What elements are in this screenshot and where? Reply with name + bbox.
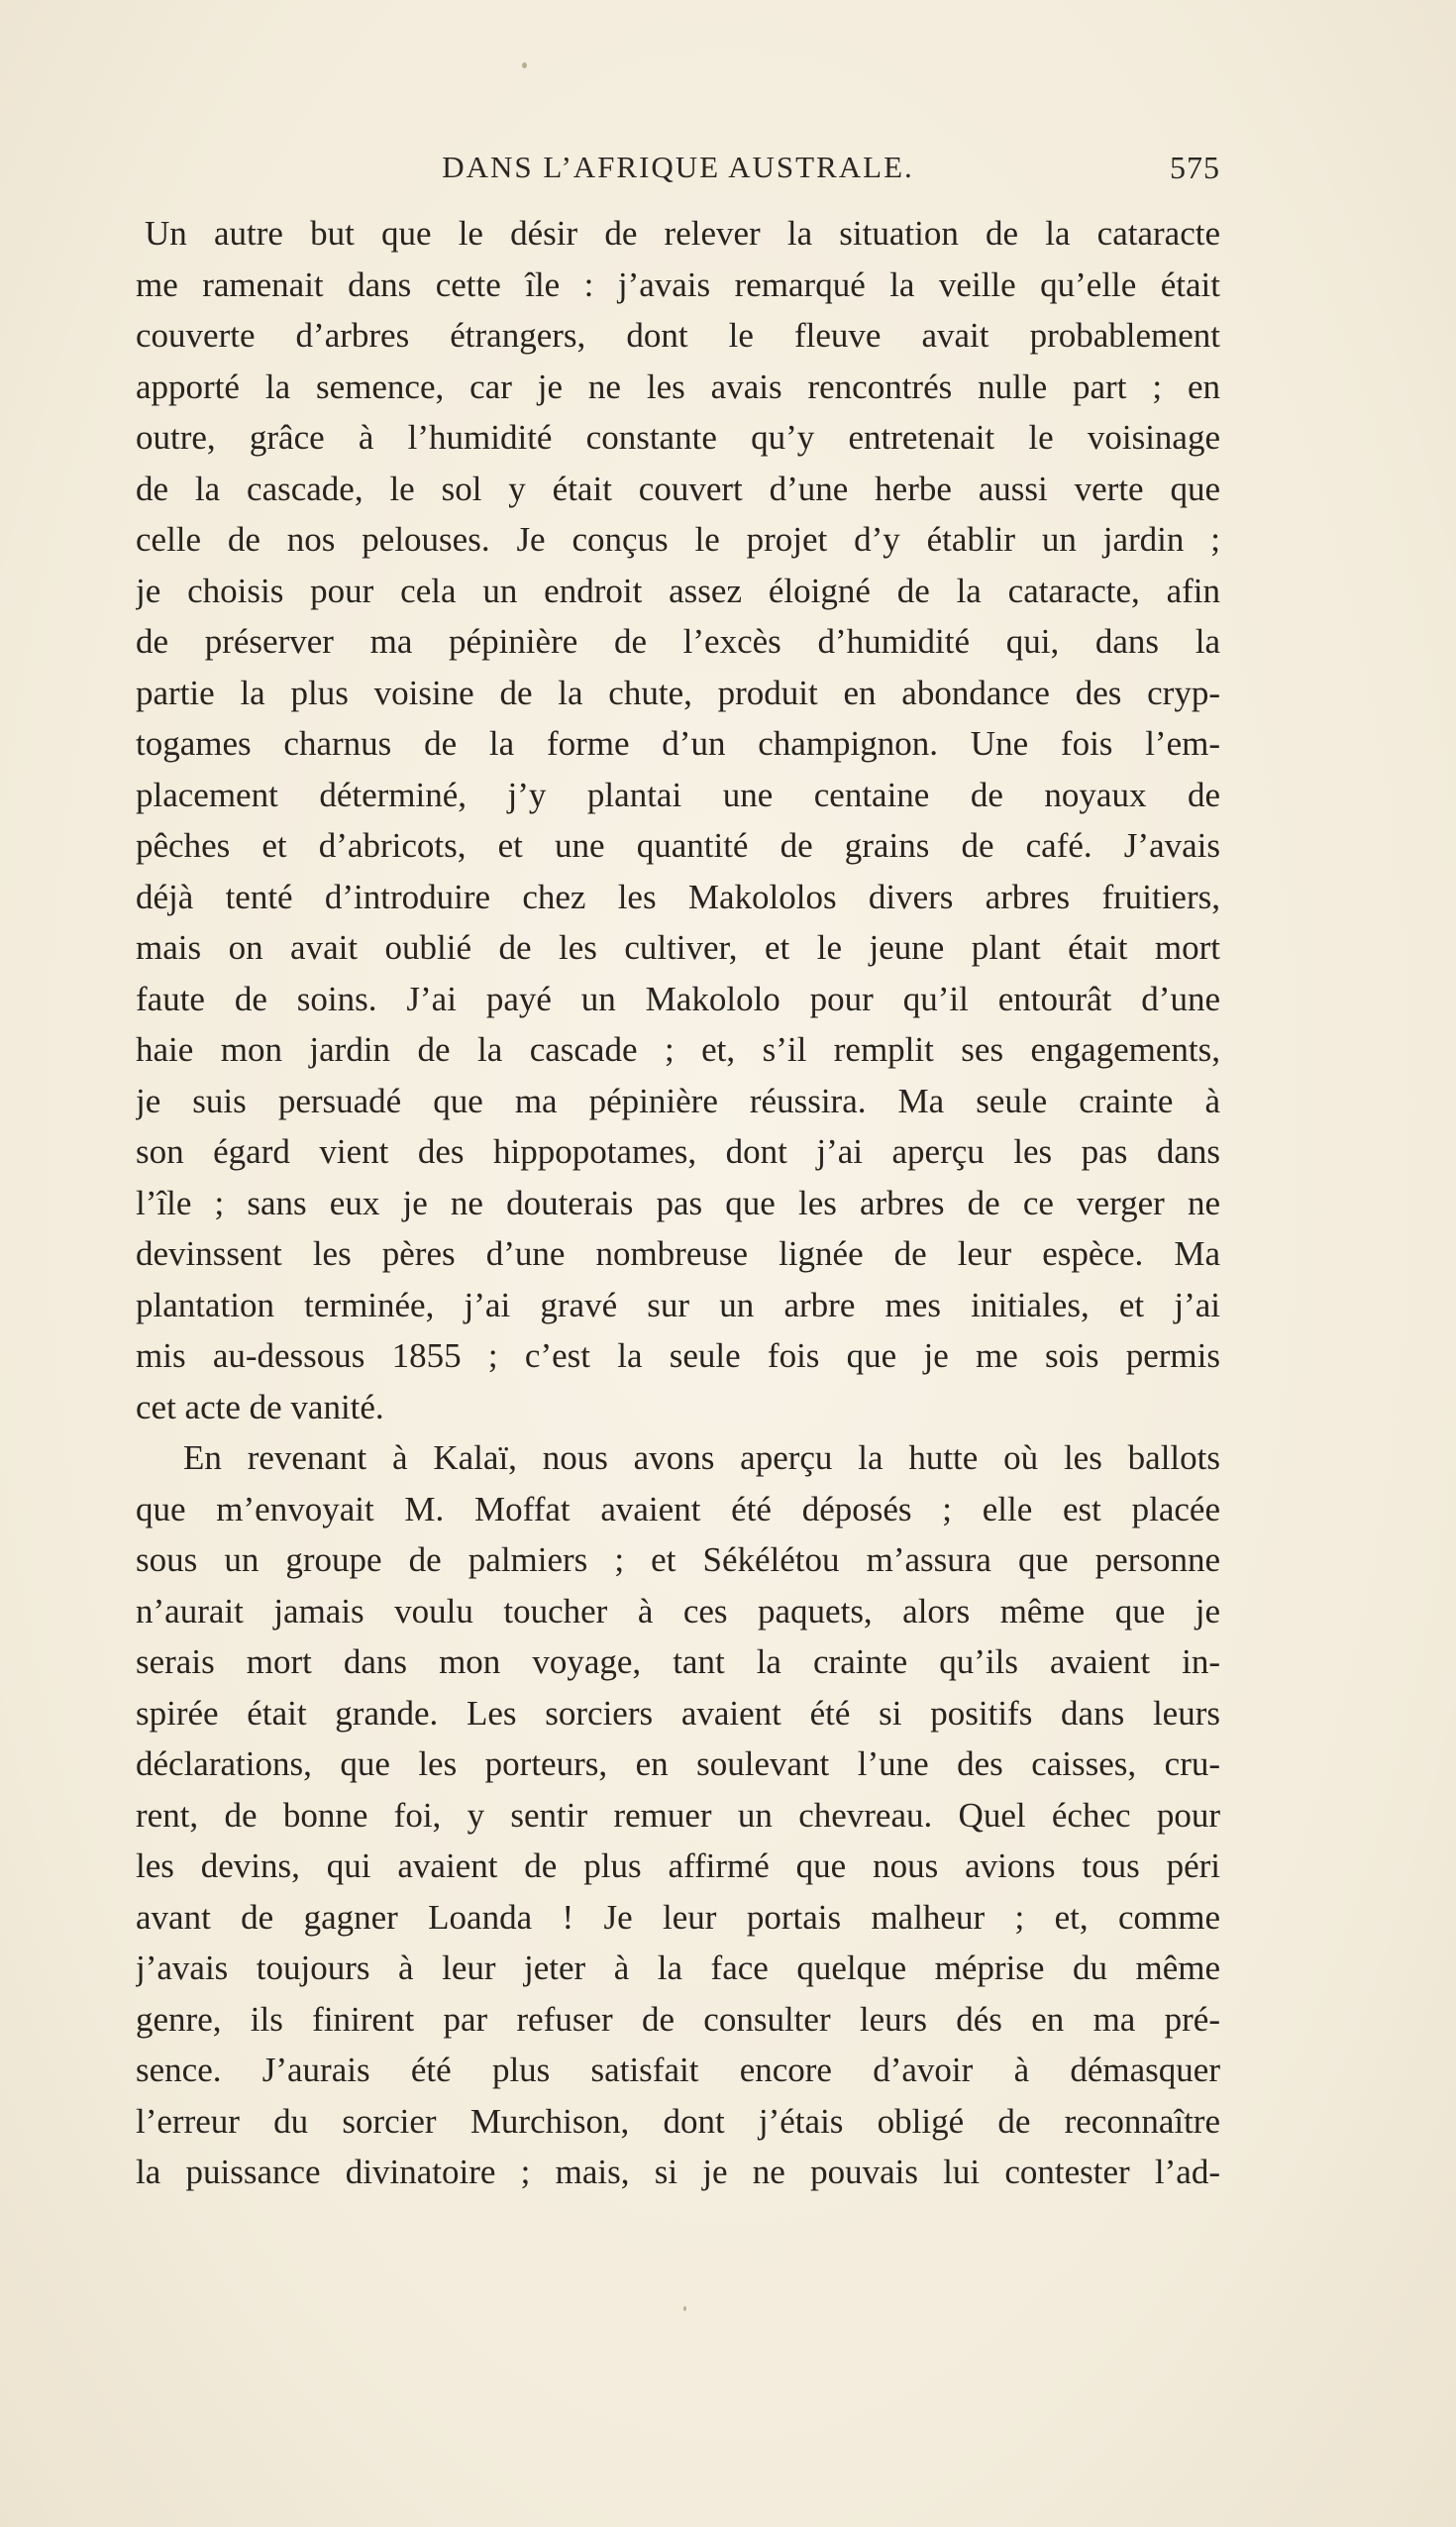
page-number: 575	[1170, 150, 1220, 185]
text-line: celle de nos pelouses. Je conçus le projet d’y établir un jardin ;	[136, 520, 1220, 559]
body-text	[136, 208, 1220, 2198]
text-line: je suis persuadé que ma pépinière réussira. Ma seule crainte à	[136, 1081, 1220, 1120]
text-line: devinssent les pères d’une nombreuse lignée de leur espèce. Ma	[136, 1234, 1220, 1273]
text-line: l’île ; sans eux je ne douterais pas que les arbres de ce verger ne	[136, 1183, 1220, 1222]
text-line: mis au-dessous 1855 ; c’est la seule fois que je me sois permis	[136, 1336, 1220, 1375]
text-line: de préserver ma pépinière de l’excès d’humidité qui, dans la	[136, 622, 1220, 661]
text-line: pêches et d’abricots, et une quantité de grains de café. J’avais	[136, 826, 1220, 865]
text-line: les devins, qui avaient de plus affirmé que nous avions tous péri	[136, 1846, 1220, 1885]
text-line: plantation terminée, j’ai gravé sur un arbre mes initiales, et j’ai	[136, 1285, 1220, 1324]
text-line: rent, de bonne foi, y sentir remuer un chevreau. Quel échec pour	[136, 1795, 1220, 1835]
text-line: outre, grâce à l’humidité constante qu’y entretenait le voisinage	[136, 418, 1220, 457]
text-line: placement déterminé, j’y plantai une centaine de noyaux de	[136, 775, 1220, 814]
text-line: de la cascade, le sol y était couvert d’une herbe aussi verte que	[136, 469, 1220, 508]
running-head: DANS L’AFRIQUE AUSTRALE.	[442, 150, 914, 184]
text-line: cet acte de vanité.	[136, 1387, 384, 1426]
paper-speck	[683, 2306, 686, 2311]
text-line: haie mon jardin de la cascade ; et, s’il remplit ses engagements,	[136, 1030, 1220, 1069]
text-line: j’avais toujours à leur jeter à la face quelque méprise du même	[136, 1948, 1220, 1987]
text-line: la puissance divinatoire ; mais, si je ne pouvais lui contester l’ad-	[136, 2153, 1220, 2191]
text-line: genre, ils finirent par refuser de consulter leurs dés en ma pré-	[136, 1999, 1220, 2039]
text-line: avant de gagner Loanda ! Je leur portais malheur ; et, comme	[136, 1897, 1220, 1937]
text-line: son égard vient des hippopotames, dont j’ai aperçu les pas dans	[136, 1132, 1220, 1171]
text-line: me ramenait dans cette île : j’avais remarqué la veille qu’elle était	[136, 264, 1220, 304]
text-line: mais on avait oublié de les cultiver, et le jeune plant était mort	[136, 928, 1220, 967]
text-line: couverte d’arbres étrangers, dont le fleuve avait probablement	[136, 316, 1220, 355]
text-line: je choisis pour cela un endroit assez éloigné de la cataracte, afin	[136, 571, 1220, 610]
text-line: spirée était grande. Les sorciers avaient été si positifs dans leurs	[136, 1693, 1220, 1733]
page-header	[136, 145, 1220, 190]
text-line: togames charnus de la forme d’un champignon. Une fois l’em-	[136, 724, 1220, 763]
text-line: sous un groupe de palmiers ; et Sékélétou m’assura que personne	[136, 1540, 1220, 1579]
text-line: En revenant à Kalaï, nous avons aperçu la hutte où les ballots	[183, 1438, 1220, 1477]
text-line: serais mort dans mon voyage, tant la crainte qu’ils avaient in-	[136, 1642, 1220, 1681]
text-line: apporté la semence, car je ne les avais rencontrés nulle part ; en	[136, 367, 1220, 406]
text-line: sence. J’aurais été plus satisfait encore d’avoir à démasquer	[136, 2051, 1220, 2089]
paragraph-2	[136, 1432, 1220, 2198]
paragraph-1	[136, 208, 1220, 1432]
text-line: déjà tenté d’introduire chez les Makololos divers arbres fruitiers,	[136, 877, 1220, 916]
text-line: n’aurait jamais voulu toucher à ces paquets, alors même que je	[136, 1591, 1220, 1631]
text-line: déclarations, que les porteurs, en soulevant l’une des caisses, cru-	[136, 1744, 1220, 1783]
text-line: Un autre but que le désir de relever la situation de la cataracte	[145, 214, 1220, 253]
text-line: partie la plus voisine de la chute, produit en abondance des cryp-	[136, 673, 1220, 712]
paper-speck	[522, 62, 527, 68]
text-line: que m’envoyait M. Moffat avaient été déposés ; elle est placée	[136, 1489, 1220, 1528]
text-line: faute de soins. J’ai payé un Makololo pour qu’il entourât d’une	[136, 979, 1220, 1018]
text-line: l’erreur du sorcier Murchison, dont j’étais obligé de reconnaître	[136, 2101, 1220, 2141]
